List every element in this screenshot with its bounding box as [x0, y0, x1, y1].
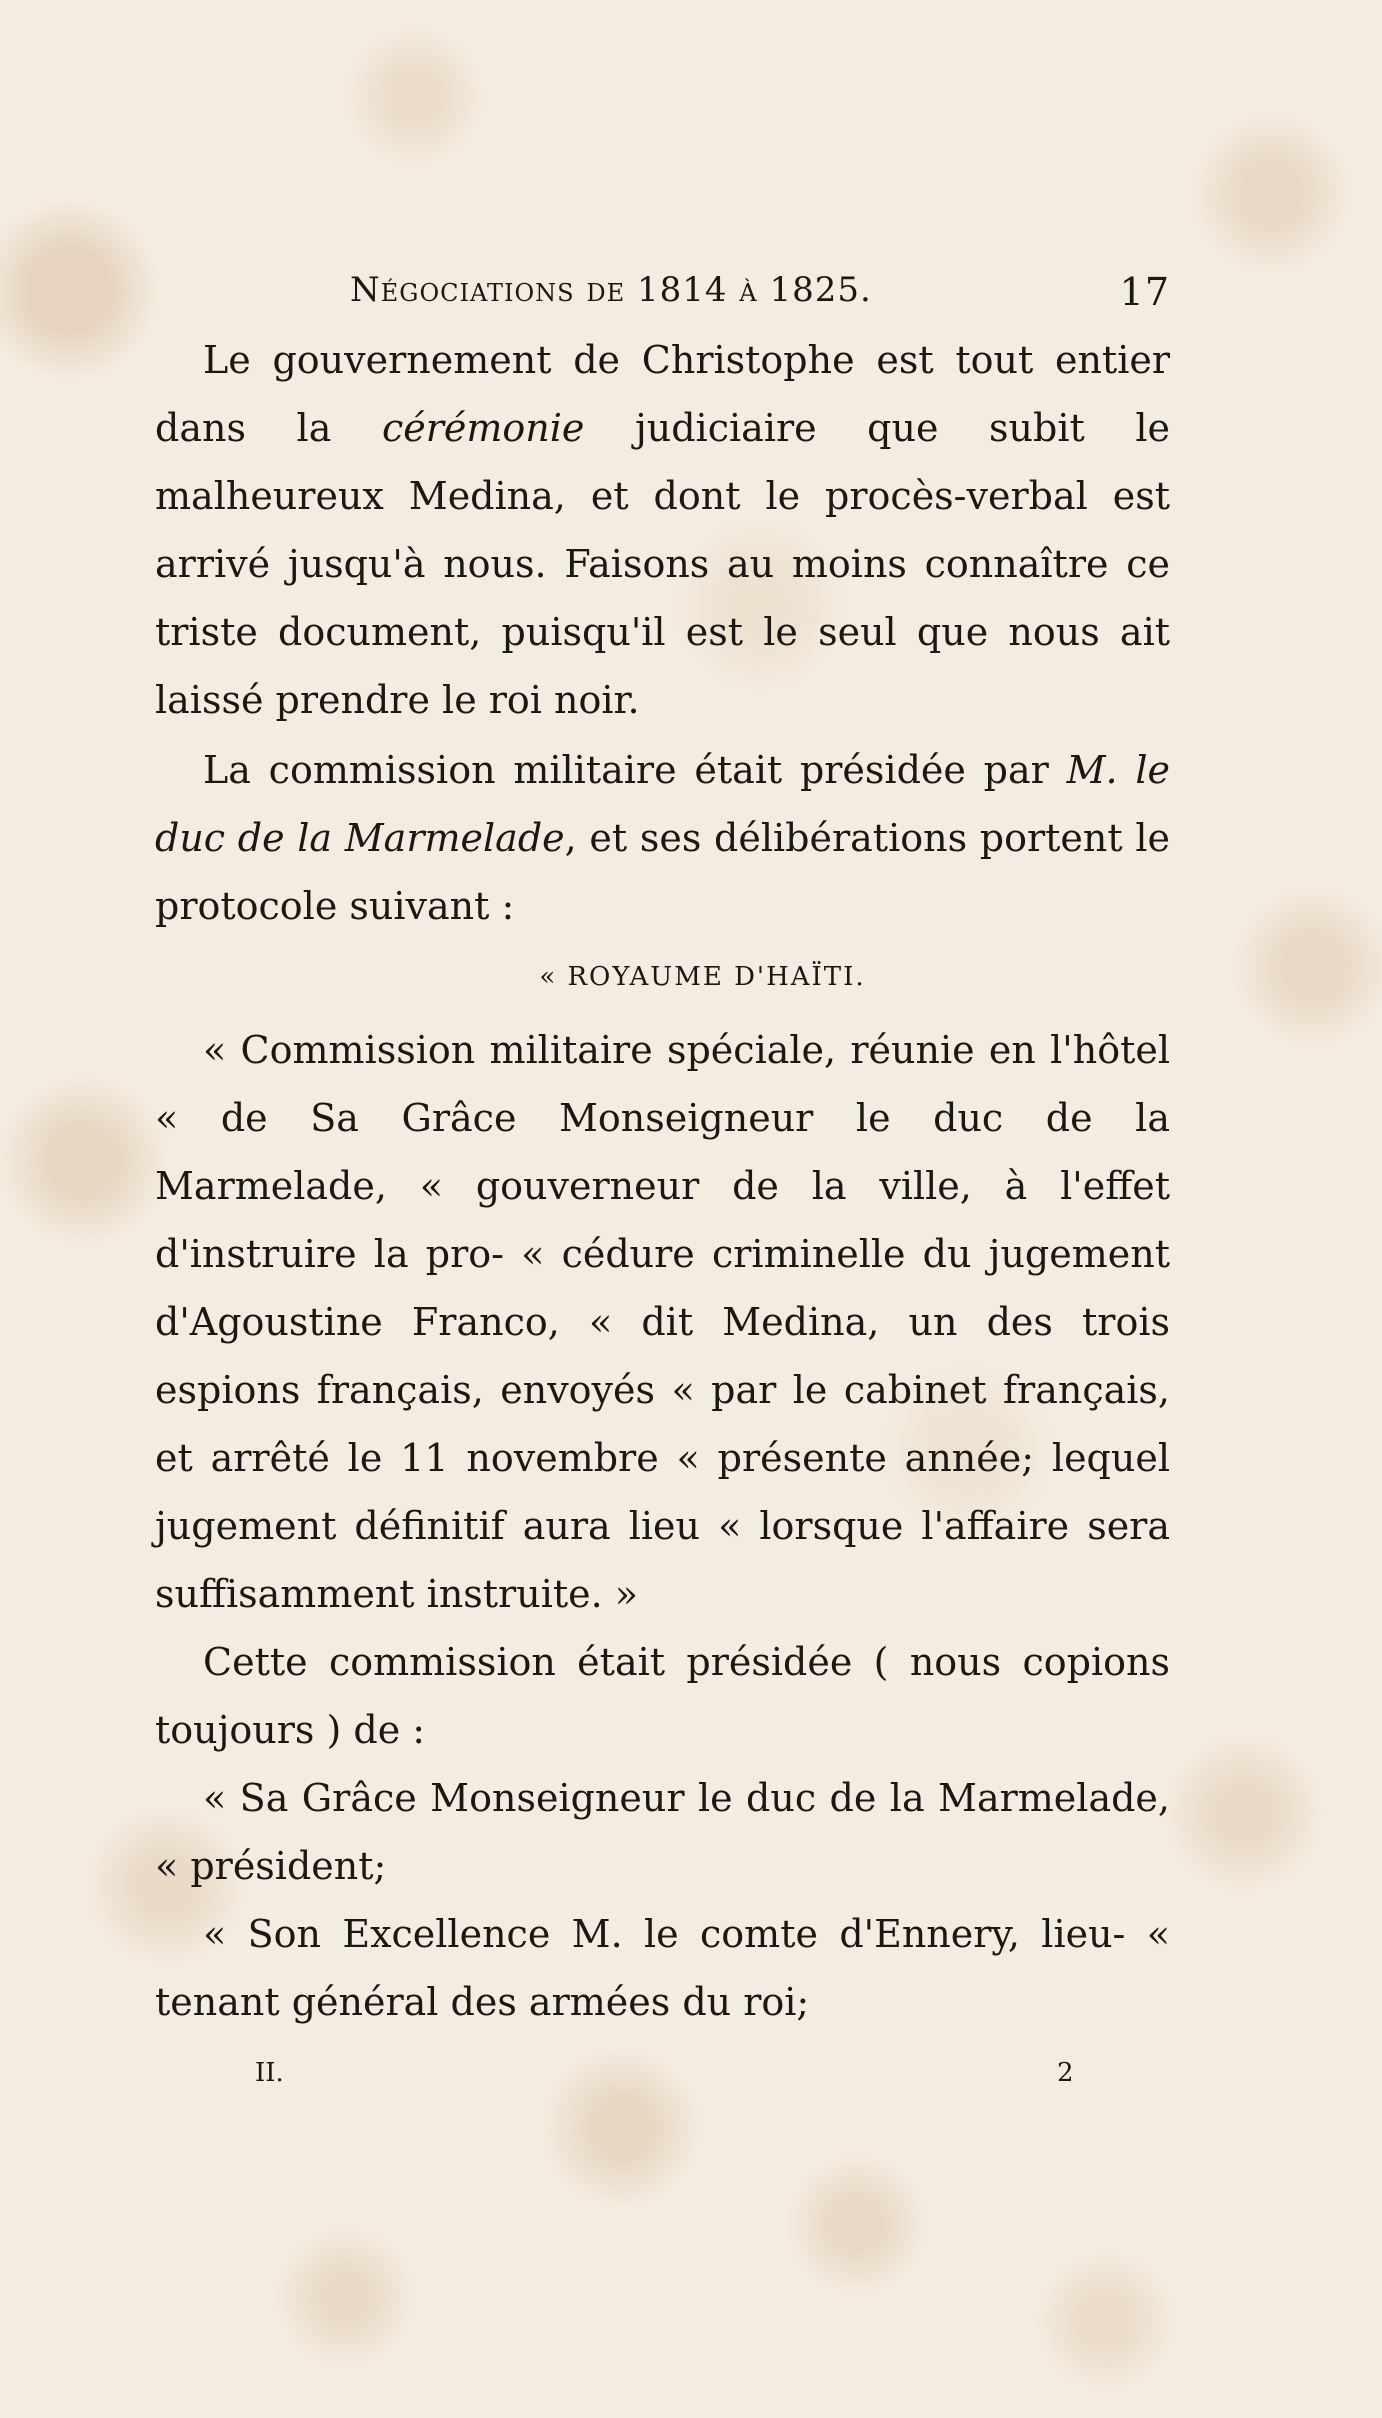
paragraph-commission-president: [155, 736, 1170, 940]
paragraph-member-marmelade: « Sa Grâce Monseigneur le duc de la Marmelade, « président;: [155, 1776, 1170, 1888]
paragraph-member-ennery: « Son Excellence M. le comte d'Ennery, lieu- « tenant général des armées du roi;: [155, 1912, 1170, 2024]
gathering-signature: 2: [1057, 2058, 1074, 2088]
paragraph-text: La commission militaire était présidée par: [203, 748, 1067, 792]
paragraph-text: Le gouvernement de Christophe est tout entier dans la: [155, 338, 1170, 450]
page-footer: [155, 2058, 1170, 2098]
paragraph-commission-quote: « Commission militaire spéciale, réunie en l'hôtel « de Sa Grâce Monseigneur le duc de la Marmelade, « gouverneur de la ville, à l'effet d'instruire la pro- « cédure criminelle du jugement d'Agoustine Franco, « dit Medina, un des trois espions français, envoyés « par le cabinet français, et arrêté le 11 novembre « présente année; lequel jugement définitif aura lieu « lorsque l'affaire sera suffisamment instruite. »: [155, 1028, 1170, 1616]
section-caption: « ROYAUME D'HAÏTI.: [539, 962, 866, 992]
paragraph-text: judiciaire que subit le malheureux Medina, et dont le procès-verbal est arrivé jusqu'à nous. Faisons au moins connaître ce triste document, puisqu'il est le seul que nous ait laissé prendre le roi noir.: [155, 406, 1171, 722]
italic-term: cérémonie: [381, 406, 585, 450]
page-content: [155, 270, 1170, 2098]
paragraph-text: , et ses délibérations portent le protocole suivant :: [155, 816, 1170, 928]
running-header: [155, 270, 1170, 326]
paragraph-christophe-government: [155, 326, 1170, 734]
paragraph-commission-members-intro: Cette commission était présidée ( nous copions toujours ) de :: [155, 1640, 1170, 1752]
italic-name: M. le duc de la Marmelade: [155, 748, 1170, 860]
volume-signature: II.: [255, 2058, 284, 2088]
running-title: Négociations de 1814 à 1825.: [350, 270, 872, 310]
page-number: 17: [1119, 270, 1170, 314]
